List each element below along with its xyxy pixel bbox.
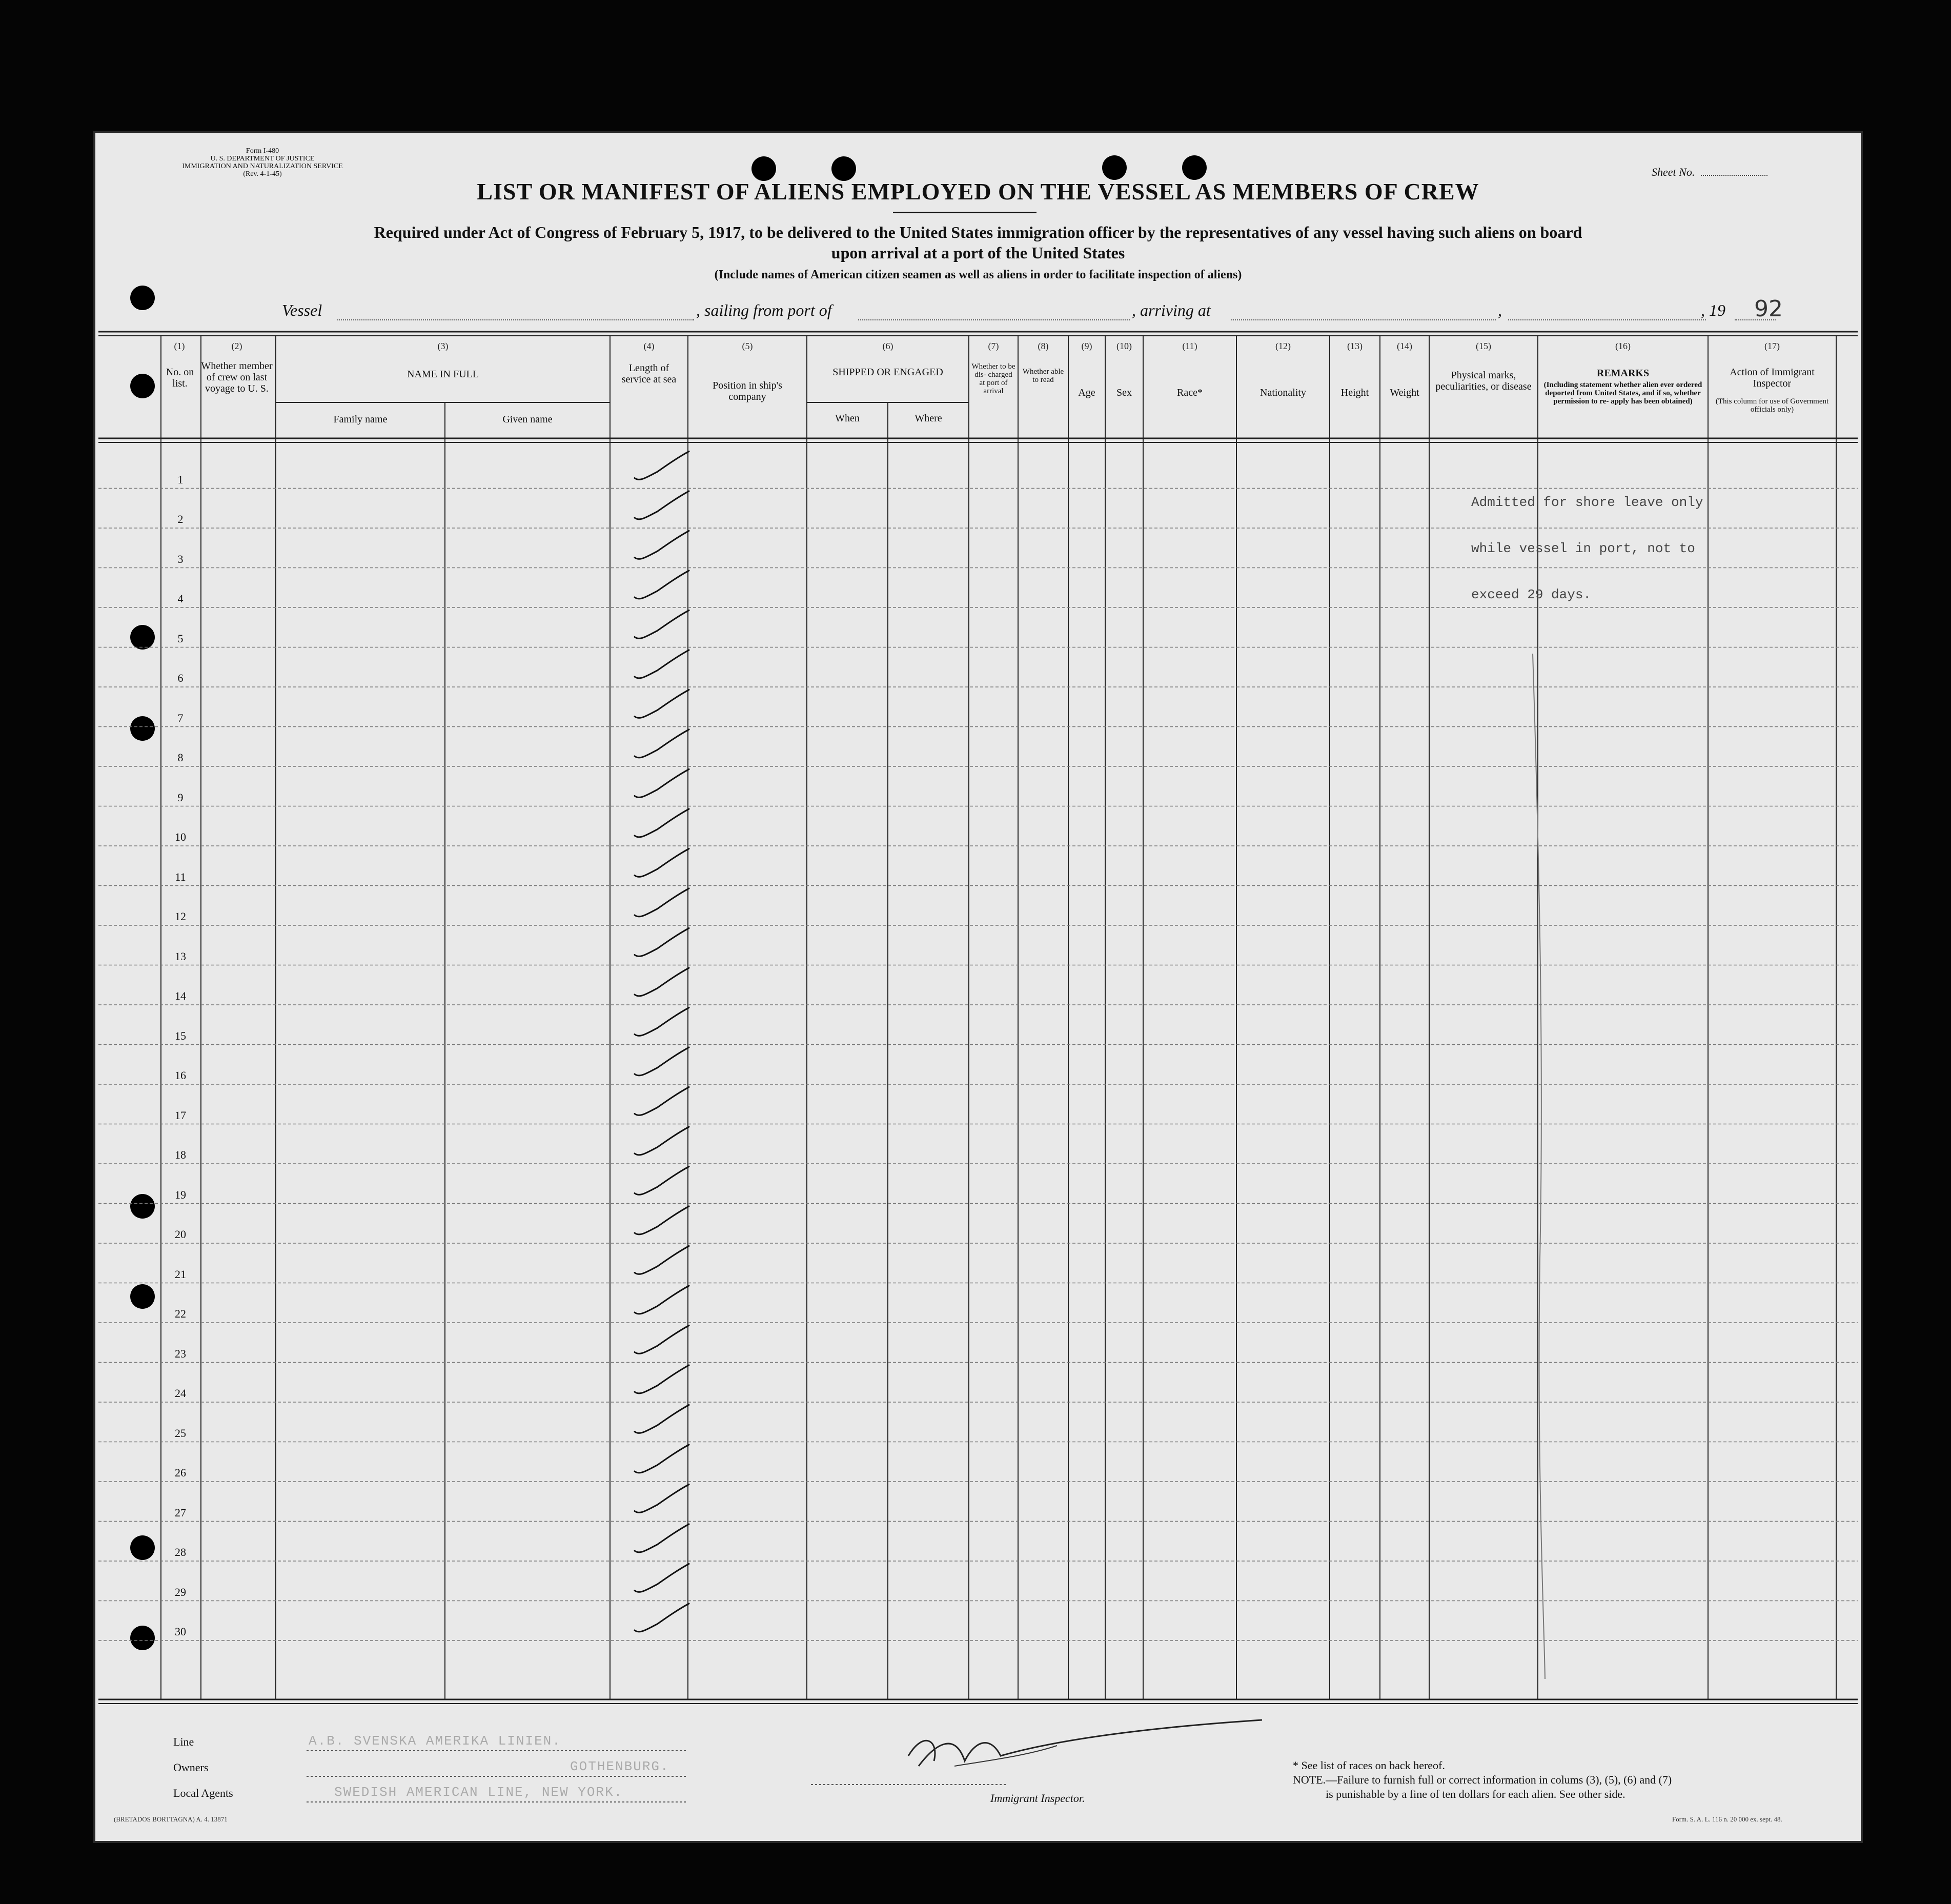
check-mark (635, 1008, 689, 1036)
col-num-3: (3) (437, 341, 449, 351)
row-number: 3 (177, 552, 184, 565)
check-mark (635, 769, 689, 798)
row-number: 7 (177, 711, 184, 724)
print-code-right: Form. S. A. L. 116 n. 20 000 ex. sept. 48. (1672, 1815, 1782, 1823)
row-number: 18 (175, 1148, 186, 1161)
handwritten-number: 92 (1754, 296, 1783, 322)
col-header-race: Race* (1177, 387, 1203, 398)
print-code-left: (BRETADOS BORTTAGNA) A. 4. 13871 (114, 1815, 228, 1823)
check-mark (635, 1524, 689, 1552)
races-note: * See list of races on back hereof. (1293, 1759, 1445, 1772)
col-num-6: (6) (882, 341, 893, 351)
check-mark (635, 452, 689, 480)
check-mark (635, 730, 689, 758)
remarks-line: Admitted for shore leave only (1471, 495, 1703, 510)
row-number: 13 (175, 949, 186, 963)
col-header-when: When (835, 413, 860, 424)
check-mark (635, 1485, 689, 1513)
row-number: 8 (177, 751, 184, 764)
col-header-name: NAME IN FULL (407, 369, 479, 380)
check-mark (635, 611, 689, 639)
col-num-10: (10) (1116, 341, 1132, 351)
col-header-action-note: (This column for use of Government officials only) (1715, 397, 1829, 414)
sheet-number-label: Sheet No. (1652, 166, 1695, 178)
check-mark (635, 968, 689, 996)
row-number: 17 (175, 1108, 186, 1122)
arriving-label: , arriving at (1132, 301, 1211, 319)
check-mark (635, 849, 689, 877)
col-num-8: (8) (1038, 341, 1049, 351)
check-mark (635, 1326, 689, 1354)
form-number: Form I-480 (246, 147, 279, 155)
check-mark (635, 809, 689, 837)
check-mark (635, 1405, 689, 1433)
col-header-height: Height (1340, 387, 1369, 398)
check-mark (635, 888, 689, 917)
col-header-physical-marks: Physical marks, peculiarities, or disease (1435, 370, 1532, 392)
row-number: 20 (175, 1228, 186, 1241)
row-number: 4 (177, 592, 184, 605)
row-number: 5 (177, 632, 184, 645)
col-header-read: Whether able to read (1022, 368, 1064, 384)
check-mark (635, 1087, 689, 1116)
remarks-typed (1471, 464, 1703, 633)
row-number: 26 (175, 1466, 186, 1479)
sailing-label: , sailing from port of (696, 301, 832, 319)
col-num-15: (15) (1476, 341, 1491, 351)
note-line-1: NOTE.—Failure to furnish full or correct information in colums (3), (5), (6) and (7) (1293, 1773, 1672, 1786)
row-number: 30 (175, 1625, 186, 1638)
col-header-shipped: SHIPPED OR ENGAGED (832, 367, 943, 378)
check-mark (635, 650, 689, 678)
comma: , (1498, 301, 1502, 319)
row-number: 21 (175, 1267, 186, 1281)
col-num-11: (11) (1182, 341, 1197, 351)
subtitle-note: (Include names of American citizen seamen as well as aliens in order to facilitate inspection of aliens) (714, 268, 1242, 281)
check-mark (635, 1246, 689, 1274)
check-mark (635, 571, 689, 599)
footer-rules (247, 1730, 1016, 1812)
local-agents-label: Local Agents (173, 1787, 233, 1799)
row-number: 9 (177, 791, 184, 804)
row-number: 27 (175, 1506, 186, 1519)
row-number: 6 (177, 672, 184, 684)
col-header-length-service: Length of service at sea (621, 362, 677, 385)
check-mark (635, 1286, 689, 1314)
col-header-remarks-note: (Including statement whether alien ever ordered deported from United States, and if so, whether permission to re- apply has been obtained) (1543, 381, 1702, 406)
col-header-family-name: Family name (333, 414, 388, 425)
col-header-remarks: REMARKS (1596, 368, 1650, 379)
owners-label: Owners (173, 1761, 209, 1774)
check-mark (635, 491, 689, 519)
col-num-16: (16) (1615, 341, 1631, 351)
check-mark (635, 928, 689, 957)
row-number: 1 (177, 473, 184, 486)
col-header-given-name: Given name (502, 414, 553, 425)
owners-value: GOTHENBURG. (570, 1759, 669, 1774)
row-number: 25 (175, 1426, 186, 1440)
check-mark (635, 1206, 689, 1234)
row-number: 28 (175, 1546, 186, 1558)
department: U. S. DEPARTMENT OF JUSTICE (210, 155, 315, 163)
row-number: 2 (177, 513, 184, 525)
check-mark (635, 1127, 689, 1155)
year-prefix: , 19 (1701, 301, 1725, 319)
row-number: 16 (175, 1069, 186, 1082)
check-mark (635, 1167, 689, 1195)
row-number: 15 (175, 1029, 186, 1042)
col-num-1: (1) (174, 341, 185, 351)
check-mark (635, 1047, 689, 1076)
col-header-position: Position in ship's company (713, 380, 782, 402)
remarks-line: while vessel in port, not to (1471, 541, 1695, 556)
col-num-9: (9) (1081, 341, 1092, 351)
col-num-7: (7) (988, 341, 999, 351)
col-num-13: (13) (1347, 341, 1363, 351)
check-mark (635, 1604, 689, 1632)
col-num-14: (14) (1397, 341, 1412, 351)
inspector-label: Immigrant Inspector. (990, 1792, 1085, 1805)
row-number: 29 (175, 1585, 186, 1598)
col-num-17: (17) (1764, 341, 1780, 351)
row-number: 10 (175, 831, 186, 843)
check-mark (635, 531, 689, 559)
subtitle-line-2: upon arrival at a port of the United States (831, 244, 1125, 262)
vessel-label: Vessel (282, 301, 322, 319)
check-mark (635, 1365, 689, 1393)
row-number: 19 (175, 1188, 186, 1201)
col-num-2: (2) (231, 341, 242, 351)
row-number: 14 (175, 989, 186, 1002)
line-value: A.B. SVENSKA AMERIKA LINIEN. (309, 1733, 561, 1749)
manifest-sheet (93, 131, 1863, 1843)
page-title: LIST OR MANIFEST OF ALIENS EMPLOYED ON THE VESSEL AS MEMBERS OF CREW (477, 178, 1479, 205)
local-agents-value: SWEDISH AMERICAN LINE, NEW YORK. (334, 1785, 623, 1800)
row-number: 23 (175, 1347, 186, 1360)
subtitle-line-1: Required under Act of Congress of February 5, 1917, to be delivered to the United States immigration officer by the representatives of any vessel having such aliens on board (374, 223, 1582, 241)
inspector-signature (903, 1710, 1272, 1781)
check-mark (635, 690, 689, 718)
col-header-action: Action of Immigrant Inspector (1730, 367, 1815, 389)
row-number: 24 (175, 1387, 186, 1400)
col-header-age: Age (1078, 387, 1095, 398)
col-header-sex: Sex (1116, 387, 1132, 398)
check-mark (635, 1564, 689, 1592)
row-number: 22 (175, 1307, 186, 1320)
row-number: 12 (175, 910, 186, 923)
col-header-discharged: Whether to be dis- charged at port of arrival (971, 362, 1015, 395)
col-header-member: Whether member of crew on last voyage to U. S. (201, 360, 273, 394)
col-header-where: Where (914, 413, 942, 424)
revision: (Rev. 4-1-45) (243, 170, 282, 178)
check-mark (635, 1445, 689, 1473)
col-num-4: (4) (643, 341, 655, 351)
col-header-no: No. on list. (166, 367, 194, 389)
line-label: Line (173, 1735, 194, 1748)
remarks-line: exceed 29 days. (1471, 587, 1592, 602)
note-line-2: is punishable by a fine of ten dollars for each alien. See other side. (1326, 1788, 1625, 1800)
col-num-5: (5) (742, 341, 753, 351)
col-header-weight: Weight (1390, 387, 1419, 398)
col-header-nationality: Nationality (1260, 387, 1306, 398)
service: IMMIGRATION AND NATURALIZATION SERVICE (182, 163, 343, 170)
row-number: 11 (175, 870, 186, 883)
col-num-12: (12) (1275, 341, 1291, 351)
